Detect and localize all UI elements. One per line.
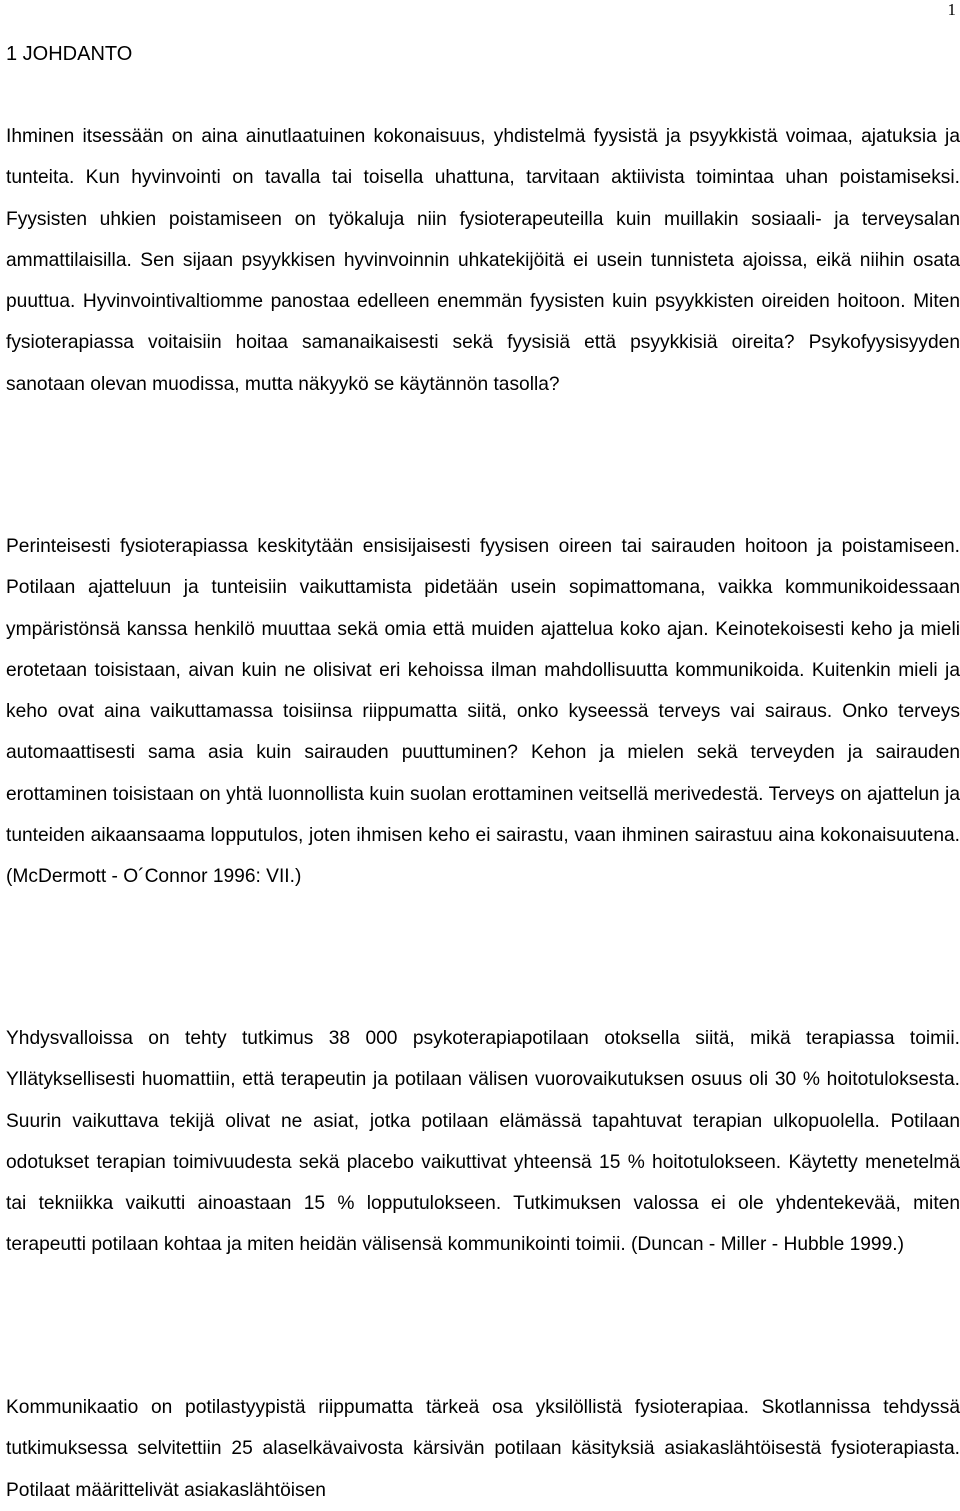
paragraph-3: Yhdysvalloissa on tehty tutkimus 38 000 psykoterapiapotilaan otoksella siitä, mikä terapiassa toimii. Yllätyksellisesti huomattiin, että terapeutin ja potilaan välisen vuorovaikutuksen osuus oli 30 % hoitotuloksesta. Suurin vaikuttava tekijä olivat ne asiat, jotka potilaan elämässä tapahtuvat terapian ulkopuolella. Potilaan odotukset terapian toimivuudesta sekä placebo vaikuttivat yhteensä 15 % hoitotulokseen. Käytetty menetelmä tai tekniikka vaikutti ainoastaan 15 % lopputulokseen. Tutkimuksen valossa ei ole yhdentekevää, miten terapeutti potilaan kohtaa ja miten heidän välisensä kommunikointi toimii. (Duncan - Miller - Hubble 1999.) <box>6 1028 960 1256</box>
paragraph-1: Ihminen itsessään on aina ainutlaatuinen kokonaisuus, yhdistelmä fyysistä ja psyykkistä voimaa, ajatuksia ja tunteita. Kun hyvinvointi on tavalla tai toisella uhattuna, tarvitaan aktiivista toimintaa uhan poistamiseksi. Fyysisten uhkien poistamiseen on työkaluja niin fysioterapeuteilla kuin muillakin sosiaali- ja terveysalan ammattilaisilla. Sen sijaan psyykkisen hyvinvoinnin uhkatekijöitä ei usein tunnisteta ajoissa, eikä niihin osata puuttua. Hyvinvointivaltiomme panostaa edelleen enemmän fyysisten kuin psyykkisten oireiden hoitoon. Miten fysioterapiassa voitaisiin hoitaa samanaikaisesti sekä fyysisiä että psyykkisiä oireita? Psykofyysisyyden sanotaan olevan muodissa, mutta näkyykö se käytännön tasolla? <box>6 126 960 395</box>
chapter-heading: 1 JOHDANTO <box>6 43 133 65</box>
paragraph-4: Kommunikaatio on potilastyypistä riippumatta tärkeä osa yksilöllistä fysioterapiaa. Skotlannissa tehdyssä tutkimuksessa selvitettiin 25 alaselkävaivosta kärsivän potilaan käsityksiä asiakaslähtöisestä fysioterapiasta. Potilaat määrittelivät asiakaslähtöisen <box>6 1397 960 1501</box>
page-number: 1 <box>947 0 956 19</box>
paragraph-2: Perinteisesti fysioterapiassa keskitytään ensisijaisesti fyysisen oireen tai sairauden hoitoon ja poistamiseen. Potilaan ajatteluun ja tunteisiin vaikuttamista pidetään usein sopimattomana, vaikka kommunikoidessaan ympäristönsä kanssa henkilö muuttaa sekä omia että muiden ajattelua koko ajan. Keinotekoisesti keho ja mieli erotetaan toisistaan, aivan kuin ne olisivat eri kehoissa ilman mahdollisuutta kommunikoida. Kuitenkin mieli ja keho ovat aina vaikuttamassa toisiinsa riippumatta siitä, onko kyseessä terveys vai sairaus. Onko terveys automaattisesti sama asia kuin sairauden puuttuminen? Kehon ja mielen sekä terveyden ja sairauden erottaminen toisistaan on yhtä luonnollista kuin suolan erottaminen veitsellä merivedestä. Terveys on ajattelun ja tunteiden aikaansaama lopputulos, joten ihmisen keho ei sairastu, vaan ihminen sairastuu aina kokonaisuutena. (McDermott - O´Connor 1996: VII.) <box>6 536 960 888</box>
